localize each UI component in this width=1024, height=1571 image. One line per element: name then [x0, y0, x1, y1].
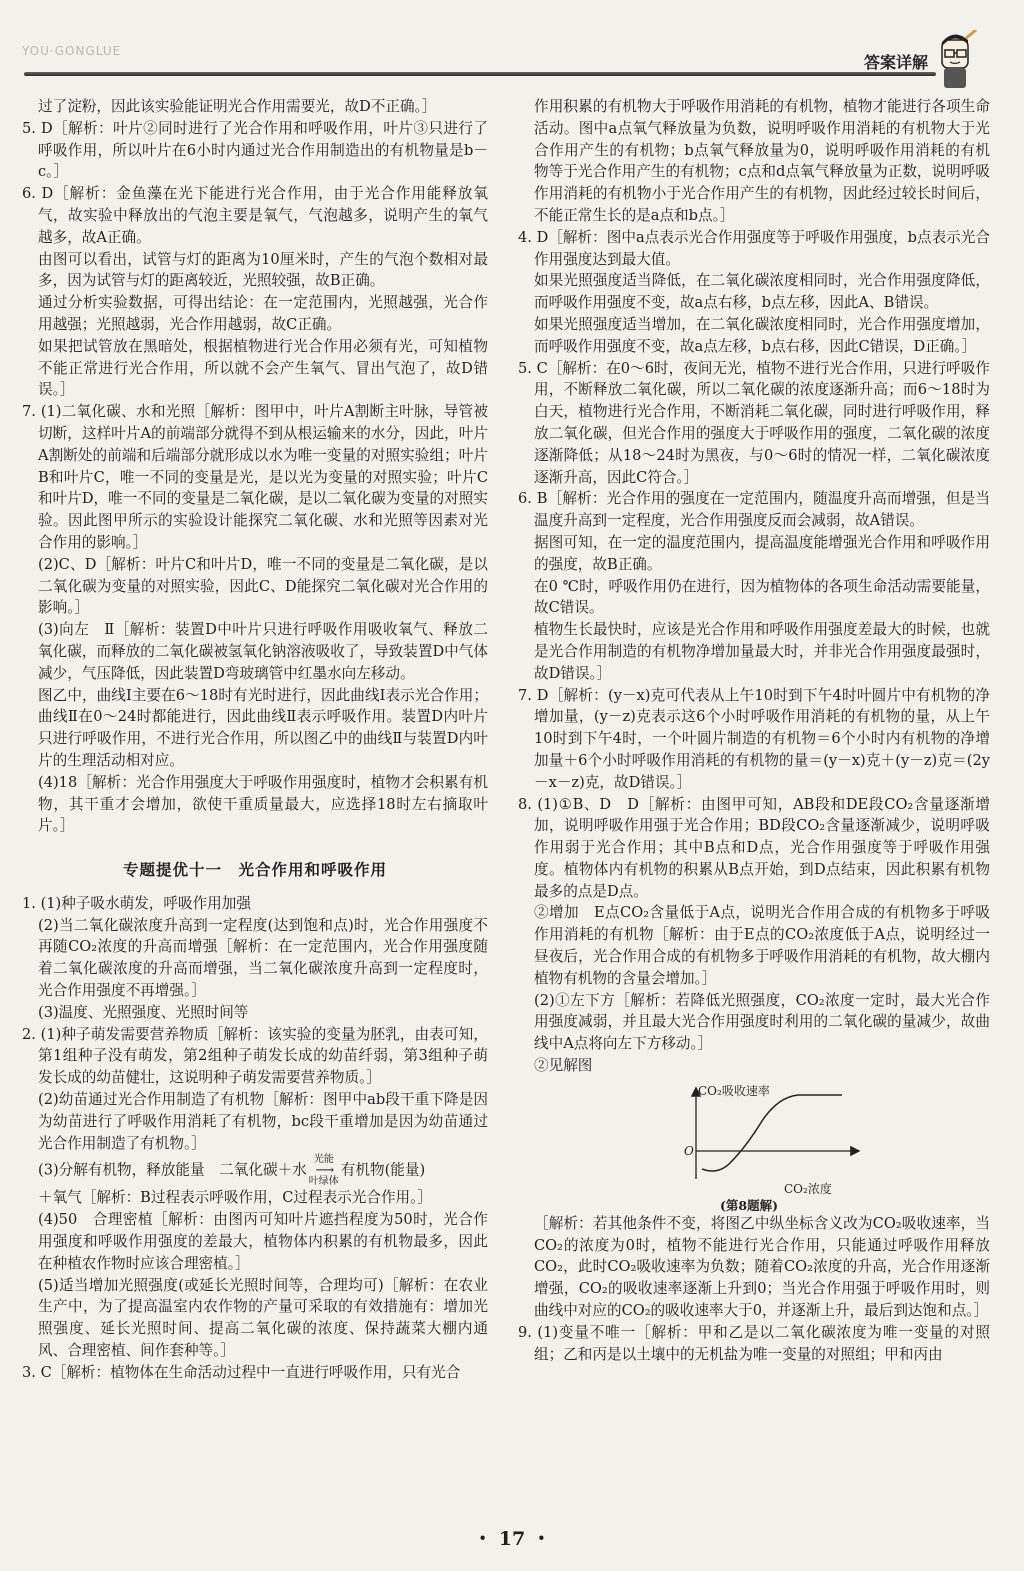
answer-paragraph: 图乙中，曲线Ⅰ主要在6～18时有光时进行，因此曲线Ⅰ表示光合作用；曲线Ⅱ在0～24时都能进行，因此曲线Ⅱ表示呼吸作用。装置D内叶片只进行呼吸作用，不进行光合作用，所以图乙中的曲线Ⅱ与装置D内叶片的生理活动相对应。 — [38, 686, 488, 769]
section-title: 答案详解 — [863, 53, 928, 72]
figure-caption: (第8题解) — [720, 1197, 779, 1213]
equation-line — [22, 1154, 488, 1187]
answer-paragraph: (5)适当增加光照强度(或延长光照时间等，合理均可)［解析：在农业生产中，为了提高温室内农作物的产量可采取的有效措施有：增加光照强度、延长光照时间、提高二氧化碳的浓度、保持蔬菜大棚内通风、合理密植、间作套种等。］ — [38, 1276, 488, 1360]
answer-1: 1. (1)种子吸水萌发，呼吸作用加强 — [22, 894, 251, 912]
answer-5: 5. D［解析：叶片②同时进行了光合作用和呼吸作用，叶片③只进行了呼吸作用，所以叶片在6小时内通过光合作用制造出的有机物量是b－c。］ — [22, 119, 488, 181]
absorption-curve — [702, 1095, 842, 1171]
equation-suffix: 有机物(能量) — [340, 1161, 426, 1179]
answer-paragraph: 如果光照强度适当降低，在二氧化碳浓度相同时，光合作用强度降低，而呼吸作用强度不变，故a点右移，b点左移，因此A、B错误。 — [534, 272, 990, 312]
answer-6: 6. D［解析：金鱼藻在光下能进行光合作用，由于光合作用能释放氧气，故实验中释放出的气泡主要是氧气，气泡越多，说明产生的氧气越多，故A正确。 — [22, 185, 488, 246]
arrow-glyph: ⟶ — [315, 1163, 333, 1179]
answer-paragraph: 据图可知，在一定的温度范围内，提高温度能增强光合作用和呼吸作用的强度，故B正确。 — [534, 533, 990, 573]
answer-paragraph: 在0 ℃时，呼吸作用仍在进行，因为植物体的各项生命活动需要能量，故C错误。 — [534, 577, 990, 617]
brand-watermark: YOU·GONGLUE — [22, 44, 122, 58]
answer-7: 7. (1)二氧化碳、水和光照［解析：图甲中，叶片A割断主叶脉，导管被切断，这样叶片A的前端部分就得不到从根运输来的水分，因此，叶片A割断处的前端和后端部分就形成以水为唯一变量的对照实验组；叶片B和叶片C，唯一不同的变量是光，是以光为变量的对照实验；叶片C和叶片D，唯一不同的变量是二氧化碳，是以二氧化碳为变量的对照实验。因此图甲所示的实验设计能探究二氧化碳、水和光照等因素对光合作用的影响。］ — [22, 403, 488, 551]
answer-paragraph: (2)当二氧化碳浓度升高到一定程度(达到饱和点)时，光合作用强度不再随CO₂浓度的升高而增强［解析：在一定范围内，光合作用强度随着二氧化碳浓度的升高而增强，当二氧化碳浓度升高到一定程度时，光合作用强度不再增强。］ — [38, 916, 488, 1000]
answer-paragraph: (2)①左下方［解析：若降低光照强度，CO₂浓度一定时，最大光合作用强度减弱，并且最大光合作用强度时利用的二氧化碳的量减少，故曲线中A点将向左下方移动。］ — [534, 991, 990, 1053]
co2-absorption-figure — [666, 1083, 866, 1213]
origin-label: O — [684, 1143, 694, 1158]
answer-paragraph: 由图可以看出，试管与灯的距离为10厘米时，产生的气泡个数相对最多，因为试管与灯的距离较近，光照较强，故B正确。 — [38, 250, 488, 290]
answer-9: 9. (1)变量不唯一［解析：甲和乙是以二氧化碳浓度为唯一变量的对照组；乙和丙是以土壤中的无机盐为唯一变量的对照组；甲和丙由 — [518, 1323, 990, 1363]
answer-paragraph: (2)幼苗通过光合作用制造了有机物［解析：图甲中ab段干重下降是因为幼苗进行了呼吸作用消耗了有机物，bc段干重增加是因为幼苗通过光合作用制造了有机物。］ — [38, 1091, 488, 1152]
answer-paragraph: (2)C、D［解析：叶片C和叶片D，唯一不同的变量是二氧化碳，是以二氧化碳为变量的对照实验，因此C、D能探究二氧化碳对光合作用的影响。］ — [38, 555, 488, 617]
y-axis-label: CO₂吸收速率 — [698, 1083, 770, 1098]
header-rule — [24, 72, 936, 76]
answer-paragraph: 作用积累的有机物大于呼吸作用消耗的有机物，植物才能进行各项生命活动。图中a点氧气释放量为负数，说明呼吸作用消耗的有机物大于光合作用产生的有机物；b点氧气释放量为0，说明呼吸作用消耗的有机物等于光合作用产生的有机物；c点和d点氧气释放量为正数，说明呼吸作用消耗的有机物小于光合作用产生的有机物，因此经过较长时间后，不能正常生长的是a点和b点。］ — [534, 98, 990, 224]
answer-paragraph: ［解析：若其他条件不变，将图乙中纵坐标含义改为CO₂吸收速率，当CO₂的浓度为0时，植物不能进行光合作用，只能通过呼吸作用释放CO₂，此时CO₂吸收速率为负数；随着CO₂浓度的升高，光合作用逐渐增强，CO₂的吸收速率逐渐上升到0；当光合作用强于呼吸作用时，则曲线中对应的CO₂的吸收速率大于0，并逐渐上升，最后到达饱和点。］ — [534, 1214, 990, 1320]
answer-paragraph: (3)温度、光照强度、光照时间等 — [38, 1003, 249, 1021]
answer-paragraph: 通过分析实验数据，可得出结论：在一定范围内，光照越强，光合作用越强；光照越弱，光合作用越弱，故C正确。 — [38, 294, 488, 333]
equation-prefix: (3)分解有机物，释放能量 二氧化碳＋水 — [38, 1161, 307, 1179]
answer-paragraph: 如果把试管放在黑暗处，根据植物进行光合作用必须有光，可知植物不能正常进行光合作用，所以就不会产生氧气、冒出气泡了，故D错误。］ — [38, 337, 488, 399]
answer-paragraph: ②增加 E点CO₂含量低于A点，说明光合作用合成的有机物多于呼吸作用消耗的有机物［解析：由于E点的CO₂浓度低于A点，说明经过一昼夜后，光合作用合成的有机物多于呼吸作用消耗的有机物，故大棚内植物有机物的含量会增加。］ — [534, 904, 990, 987]
x-axis-label: CO₂浓度 — [784, 1181, 832, 1196]
arrow-condition-bottom: 叶绿体 — [308, 1176, 339, 1188]
reaction-arrow — [309, 1154, 339, 1187]
arrow-condition-top: 光能 — [313, 1154, 334, 1166]
mascot-icon — [934, 30, 978, 90]
answer-paragraph: (3)向左 Ⅱ［解析：装置D中叶片只进行呼吸作用吸收氧气、释放二氧化碳，而释放的二氧化碳被氢氧化钠溶液吸收了，导致装置D中气体减少，气压降低，因此装置D弯玻璃管中红墨水向左移动。 — [38, 621, 488, 682]
answer-paragraph: (4)18［解析：光合作用强度大于呼吸作用强度时，植物才会积累有机物，其干重才会增加，欲使干重质量最大，应选择18时左右摘取叶片。］ — [38, 773, 488, 835]
answer-2: 2. (1)种子萌发需要营养物质［解析：该实验的变量为胚乳，由表可知，第1组种子没有萌发，第2组种子萌发长成的幼苗纤弱，第3组种子萌发长成的幼苗健壮，这说明种子萌发需要营养物质。］ — [22, 1025, 488, 1087]
page-number: ・ 17 ・ — [473, 1528, 551, 1550]
answer-7: 7. D［解析：(y－x)克可代表从上午10时到下午4时叶圆片中有机物的净增加量，(y－z)克表示这6个小时呼吸作用消耗的有机物的量，从上午10时到下午4时，一个叶圆片制造的有机物＝6个小时内有机物的净增加量＋6个小时呼吸作用消耗的有机物的量＝(y－x)克＋(y－z)克＝(2y－x－z)克，故D错误。］ — [518, 686, 990, 791]
left-column — [22, 96, 488, 1384]
answer-4: 4. D［解析：图中a点表示光合作用强度等于呼吸作用强度，b点表示光合作用强度达到最大值。 — [518, 228, 990, 268]
answer-paragraph: ②见解图 — [534, 1057, 593, 1075]
answer-6: 6. B［解析：光合作用的强度在一定范围内，随温度升高而增强，但是当温度升高到一定程度，光合作用强度反而会减弱，故A错误。 — [518, 490, 990, 530]
right-column — [518, 96, 990, 1365]
answer-paragraph: 植物生长最快时，应该是光合作用和呼吸作用强度差最大的时候，也就是光合作用制造的有机物净增加量最大时，并非光合作用强度最强时，故D错误。］ — [534, 621, 990, 682]
answer-paragraph: ＋氧气［解析：B过程表示呼吸作用，C过程表示光合作用。］ — [38, 1189, 433, 1207]
answer-8: 8. (1)①B、D D［解析：由图甲可知，AB段和DE段CO₂含量逐渐增加，说明呼吸作用强于光合作用；BD段CO₂含量逐渐减少，说明呼吸作用弱于光合作用；其中B点和D点，光合作用强度等于呼吸作用强度。植物体内有机物的积累从B点开始，到D点结束，因此积累有机物最多的点是D点。 — [518, 795, 990, 900]
topic-subtitle: 专题提优十一 光合作用和呼吸作用 — [122, 860, 387, 880]
answer-3: 3. C［解析：植物体在生命活动过程中一直进行呼吸作用，只有光合 — [22, 1363, 461, 1381]
page-header — [0, 0, 1024, 96]
answer-paragraph: 如果光照强度适当增加，在二氧化碳浓度相同时，光合作用强度增加，而呼吸作用强度不变，故a点左移，b点右移，因此C错误，D正确。］ — [534, 315, 990, 355]
answer-5: 5. C［解析：在0～6时，夜间无光，植物不进行光合作用，只进行呼吸作用，不断释放二氧化碳，所以二氧化碳的浓度逐渐升高；而6～18时为白天，植物进行光合作用，不断消耗二氧化碳，同时进行呼吸作用，释放二氧化碳，但光合作用的强度大于呼吸作用的强度，二氧化碳的浓度逐渐降低；从18～24时为黑夜，与0～6时的情况一样，二氧化碳浓度逐渐升高，因此C符合。］ — [518, 359, 990, 486]
answer-paragraph: (4)50 合理密植［解析：由图丙可知叶片遮挡程度为50时，光合作用强度和呼吸作用强度的差最大，植物体内积累的有机物最多，因此在种植农作物时应该合理密植。］ — [38, 1211, 488, 1272]
answer-paragraph: 过了淀粉，因此该实验能证明光合作用需要光，故D不正确。］ — [38, 98, 437, 115]
